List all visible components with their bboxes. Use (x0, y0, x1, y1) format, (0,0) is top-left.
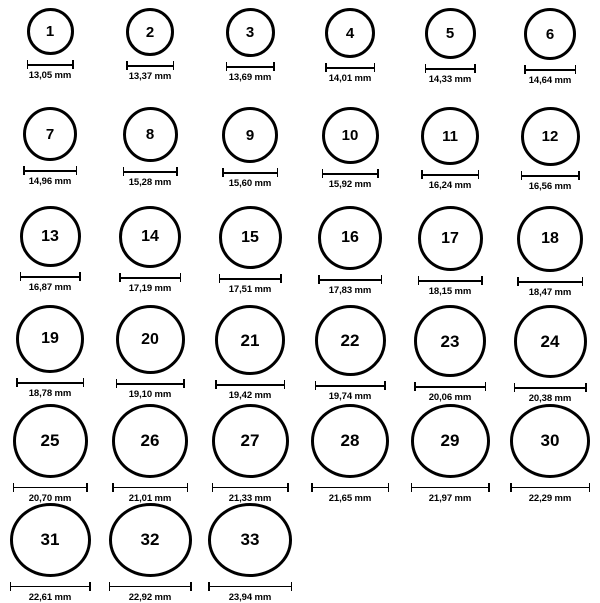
measure-tick-right (187, 483, 189, 492)
measure-tick-left (510, 483, 512, 492)
ring-size-number: 14 (141, 228, 159, 245)
ring-circle (112, 404, 188, 478)
ring-circle (13, 404, 88, 478)
measure-line (109, 586, 192, 588)
ring-size-cell[interactable] (500, 404, 600, 503)
ring-size-cell[interactable] (200, 107, 300, 206)
measure-bar (16, 378, 84, 387)
measure-tick-left (13, 483, 15, 492)
measure-bar (119, 273, 181, 282)
measure-line (20, 276, 81, 278)
ring-circle (421, 107, 479, 165)
ring-circle (510, 404, 590, 478)
ring-diameter-label: 19,74 mm (328, 391, 372, 402)
ring-size-cell[interactable] (100, 8, 200, 107)
ring-size-cell[interactable] (200, 305, 300, 404)
ring-circle (418, 206, 483, 271)
ring-diameter-label: 17,51 mm (228, 284, 272, 295)
ring-circle (524, 8, 576, 60)
ring-size-cell[interactable] (0, 404, 100, 503)
measure-line (510, 487, 590, 489)
measure-tick-right (273, 62, 275, 71)
ring-size-cell[interactable] (100, 206, 200, 305)
measure-tick-right (180, 273, 182, 282)
measure-tick-right (578, 171, 580, 180)
measure-bar (222, 168, 278, 177)
ring-size-cell[interactable] (100, 107, 200, 206)
measure-bar (414, 382, 486, 391)
measure-tick-left (222, 168, 224, 177)
ring-size-number: 17 (441, 229, 459, 247)
ring-diameter-label: 16,24 mm (428, 180, 472, 191)
ring-size-cell[interactable] (300, 8, 400, 107)
measure-tick-left (421, 170, 423, 179)
measure-tick-left (521, 171, 523, 180)
ring-size-number: 16 (341, 229, 359, 246)
ring-size-cell[interactable] (0, 206, 100, 305)
ring-size-cell[interactable] (400, 8, 500, 107)
ring-circle (226, 8, 275, 57)
ring-circle (109, 503, 192, 577)
ring-size-cell[interactable] (300, 404, 400, 503)
ring-size-cell[interactable] (200, 206, 300, 305)
ring-diameter-label: 14,33 mm (428, 74, 472, 85)
measure-tick-left (322, 169, 324, 178)
ring-diameter-label: 18,47 mm (528, 287, 572, 298)
measure-tick-left (23, 166, 25, 175)
ring-diameter-label: 16,56 mm (528, 181, 572, 192)
ring-size-cell[interactable] (400, 206, 500, 305)
measure-tick-right (488, 483, 490, 492)
measure-tick-left (226, 62, 228, 71)
ring-size-cell[interactable] (0, 8, 100, 107)
ring-size-cell[interactable] (300, 206, 400, 305)
measure-line (219, 278, 282, 280)
measure-tick-right (485, 382, 487, 391)
ring-diameter-label: 22,61 mm (28, 591, 72, 603)
measure-line (23, 170, 77, 172)
measure-line (208, 586, 292, 588)
ring-circle (219, 206, 282, 269)
ring-diameter-label: 21,97 mm (428, 492, 472, 504)
measure-tick-left (116, 379, 118, 388)
ring-size-number: 25 (40, 431, 60, 451)
ring-size-number: 11 (442, 127, 458, 145)
ring-circle (212, 404, 289, 478)
measure-tick-left (212, 483, 214, 492)
measure-tick-left (325, 63, 327, 72)
measure-tick-right (83, 378, 85, 387)
measure-tick-right (374, 63, 376, 72)
measure-tick-right (481, 276, 483, 285)
measure-bar (524, 65, 576, 74)
ring-size-number: 1 (45, 23, 55, 40)
measure-bar (215, 380, 285, 389)
measure-tick-right (478, 170, 480, 179)
measure-tick-left (219, 274, 221, 283)
measure-line (215, 384, 285, 386)
ring-circle (514, 305, 587, 378)
measure-bar (13, 483, 88, 492)
measure-bar (112, 483, 188, 492)
measure-line (119, 277, 181, 279)
ring-size-number: 19 (41, 330, 59, 347)
measure-bar (418, 276, 483, 285)
measure-tick-right (284, 380, 286, 389)
measure-bar (116, 379, 185, 388)
measure-line (514, 387, 587, 389)
measure-bar (425, 64, 476, 73)
ring-diameter-label: 18,78 mm (28, 388, 72, 399)
measure-tick-right (183, 379, 185, 388)
ring-size-cell[interactable] (500, 107, 600, 206)
ring-size-cell[interactable] (400, 107, 500, 206)
ring-size-number: 30 (540, 431, 560, 451)
ring-diameter-label: 15,28 mm (128, 177, 172, 188)
ring-diameter-label: 21,01 mm (128, 492, 172, 504)
measure-bar (325, 63, 375, 72)
ring-circle (10, 503, 91, 577)
measure-bar (421, 170, 479, 179)
measure-tick-left (414, 382, 416, 391)
ring-circle (126, 8, 174, 56)
measure-tick-right (575, 65, 577, 74)
measure-bar (322, 169, 379, 178)
measure-tick-left (425, 64, 427, 73)
ring-diameter-label: 17,83 mm (328, 285, 372, 296)
measure-bar (510, 483, 590, 492)
ring-diameter-label: 15,92 mm (328, 179, 372, 190)
ring-size-cell[interactable] (500, 305, 600, 404)
measure-tick-left (208, 582, 210, 591)
ring-size-number: 21 (240, 330, 260, 350)
measure-tick-left (411, 483, 413, 492)
ring-size-number: 4 (345, 24, 355, 42)
ring-circle (517, 206, 583, 272)
measure-line (222, 172, 278, 174)
ring-size-number: 9 (245, 126, 255, 144)
measure-tick-right (474, 64, 476, 73)
measure-tick-right (176, 167, 178, 176)
measure-line (322, 173, 379, 175)
measure-bar (123, 167, 178, 176)
measure-line (226, 66, 275, 68)
ring-circle (318, 206, 382, 270)
ring-size-number: 33 (240, 530, 260, 550)
ring-diameter-label: 21,33 mm (228, 492, 272, 504)
measure-line (318, 279, 382, 281)
measure-tick-left (112, 483, 114, 492)
measure-tick-left (27, 60, 29, 69)
measure-tick-left (514, 383, 516, 392)
measure-bar (10, 582, 91, 591)
measure-line (13, 487, 88, 489)
measure-tick-right (589, 483, 591, 492)
ring-diameter-label: 22,92 mm (128, 591, 172, 603)
ring-size-number: 28 (340, 431, 360, 451)
measure-tick-right (291, 582, 293, 591)
measure-tick-left (123, 167, 125, 176)
ring-size-number: 12 (541, 128, 559, 145)
measure-tick-right (287, 483, 289, 492)
measure-tick-right (388, 483, 390, 492)
ring-circle (411, 404, 490, 478)
ring-circle (208, 503, 292, 577)
ring-circle (322, 107, 379, 164)
measure-tick-left (215, 380, 217, 389)
ring-size-number: 18 (541, 230, 559, 247)
ring-circle (20, 206, 81, 267)
measure-bar (219, 274, 282, 283)
ring-circle (521, 107, 580, 166)
ring-circle (325, 8, 375, 58)
ring-size-number: 29 (440, 431, 460, 451)
measure-bar (514, 383, 587, 392)
measure-tick-right (173, 61, 175, 70)
ring-diameter-label: 13,37 mm (128, 71, 172, 82)
ring-diameter-label: 13,05 mm (28, 70, 72, 81)
measure-tick-left (109, 582, 111, 591)
measure-line (27, 64, 74, 66)
measure-line (521, 175, 580, 177)
ring-size-cell[interactable] (200, 404, 300, 503)
ring-size-number: 5 (445, 25, 455, 42)
ring-size-number: 6 (545, 25, 555, 43)
ring-size-cell[interactable] (100, 503, 200, 602)
measure-line (116, 383, 185, 385)
ring-diameter-label: 14,01 mm (328, 73, 372, 84)
measure-tick-left (311, 483, 313, 492)
ring-size-number: 20 (141, 330, 159, 348)
ring-diameter-label: 17,19 mm (128, 283, 172, 294)
ring-size-cell[interactable] (0, 503, 100, 602)
ring-diameter-label: 23,94 mm (228, 591, 272, 603)
measure-tick-right (89, 582, 91, 591)
measure-tick-right (190, 582, 192, 591)
ring-size-number: 10 (341, 127, 359, 144)
ring-size-cell[interactable] (200, 503, 300, 602)
measure-bar (23, 166, 77, 175)
measure-line (315, 385, 386, 387)
ring-circle (116, 305, 185, 374)
ring-size-cell[interactable] (400, 305, 500, 404)
measure-line (517, 281, 583, 283)
ring-circle (16, 305, 84, 373)
ring-size-cell[interactable] (100, 404, 200, 503)
measure-line (524, 69, 576, 71)
ring-circle (123, 107, 178, 162)
measure-bar (20, 272, 81, 281)
ring-size-cell[interactable] (200, 8, 300, 107)
measure-bar (208, 582, 292, 591)
measure-line (411, 487, 490, 489)
measure-line (112, 487, 188, 489)
measure-bar (109, 582, 192, 591)
measure-tick-left (517, 277, 519, 286)
measure-tick-right (381, 275, 383, 284)
ring-circle (119, 206, 181, 268)
ring-diameter-label: 14,96 mm (28, 176, 72, 187)
ring-size-number: 31 (40, 530, 60, 550)
ring-size-cell[interactable] (0, 107, 100, 206)
ring-size-cell[interactable] (400, 404, 500, 503)
measure-line (421, 174, 479, 176)
measure-tick-left (10, 582, 12, 591)
ring-diameter-label: 19,42 mm (228, 390, 272, 401)
measure-tick-right (277, 168, 279, 177)
ring-size-number: 15 (241, 228, 259, 246)
measure-bar (315, 381, 386, 390)
ring-size-number: 22 (340, 331, 360, 350)
ring-size-number: 32 (140, 530, 160, 550)
ring-circle (27, 8, 74, 55)
measure-tick-left (119, 273, 121, 282)
measure-tick-right (582, 277, 584, 286)
ring-size-cell[interactable] (300, 107, 400, 206)
measure-tick-left (20, 272, 22, 281)
ring-circle (23, 107, 77, 161)
ring-size-cell[interactable] (0, 305, 100, 404)
measure-bar (311, 483, 389, 492)
measure-bar (318, 275, 382, 284)
ring-size-number: 24 (540, 332, 560, 351)
measure-line (311, 487, 389, 489)
ring-circle (215, 305, 285, 375)
ring-diameter-label: 13,69 mm (228, 72, 272, 83)
ring-diameter-label: 20,06 mm (428, 392, 472, 403)
measure-line (414, 386, 486, 388)
measure-bar (226, 62, 275, 71)
ring-size-cell[interactable] (500, 8, 600, 107)
ring-size-number: 13 (41, 227, 59, 245)
ring-diameter-label: 18,15 mm (428, 286, 472, 297)
measure-line (325, 67, 375, 69)
measure-tick-left (126, 61, 128, 70)
ring-size-cell[interactable] (500, 206, 600, 305)
ring-size-number: 8 (145, 126, 155, 143)
ring-diameter-label: 15,60 mm (228, 178, 272, 189)
measure-tick-left (524, 65, 526, 74)
measure-tick-left (318, 275, 320, 284)
ring-diameter-label: 19,10 mm (128, 389, 172, 400)
ring-size-number: 2 (145, 23, 155, 41)
measure-line (212, 487, 289, 489)
ring-size-number: 23 (440, 331, 460, 351)
measure-bar (212, 483, 289, 492)
measure-tick-right (76, 166, 78, 175)
measure-tick-left (16, 378, 18, 387)
ring-diameter-label: 22,29 mm (528, 492, 572, 504)
ring-size-number: 27 (240, 431, 260, 451)
measure-line (16, 382, 84, 384)
measure-line (10, 586, 91, 588)
ring-diameter-label: 14,64 mm (528, 75, 572, 86)
ring-circle (222, 107, 278, 163)
measure-tick-right (86, 483, 88, 492)
measure-tick-right (280, 274, 282, 283)
ring-circle (414, 305, 486, 377)
measure-line (418, 280, 483, 282)
measure-tick-right (377, 169, 379, 178)
measure-line (123, 171, 178, 173)
measure-bar (517, 277, 583, 286)
ring-size-cell[interactable] (300, 305, 400, 404)
ring-size-number: 7 (45, 125, 55, 143)
ring-size-number: 26 (140, 431, 160, 451)
ring-circle (425, 8, 476, 59)
ring-size-number: 3 (245, 24, 255, 41)
measure-tick-right (585, 383, 587, 392)
ring-circle (311, 404, 389, 478)
measure-tick-right (384, 381, 386, 390)
measure-line (126, 65, 174, 67)
measure-line (425, 68, 476, 70)
ring-circle (315, 305, 386, 376)
measure-bar (411, 483, 490, 492)
measure-tick-right (79, 272, 81, 281)
ring-diameter-label: 16,87 mm (28, 282, 72, 293)
measure-tick-left (315, 381, 317, 390)
ring-diameter-label: 20,38 mm (528, 393, 572, 404)
measure-tick-right (72, 60, 74, 69)
ring-size-cell[interactable] (100, 305, 200, 404)
ring-diameter-label: 21,65 mm (328, 492, 372, 504)
measure-bar (126, 61, 174, 70)
measure-tick-left (418, 276, 420, 285)
measure-bar (521, 171, 580, 180)
ring-diameter-label: 20,70 mm (28, 492, 72, 504)
measure-bar (27, 60, 74, 69)
